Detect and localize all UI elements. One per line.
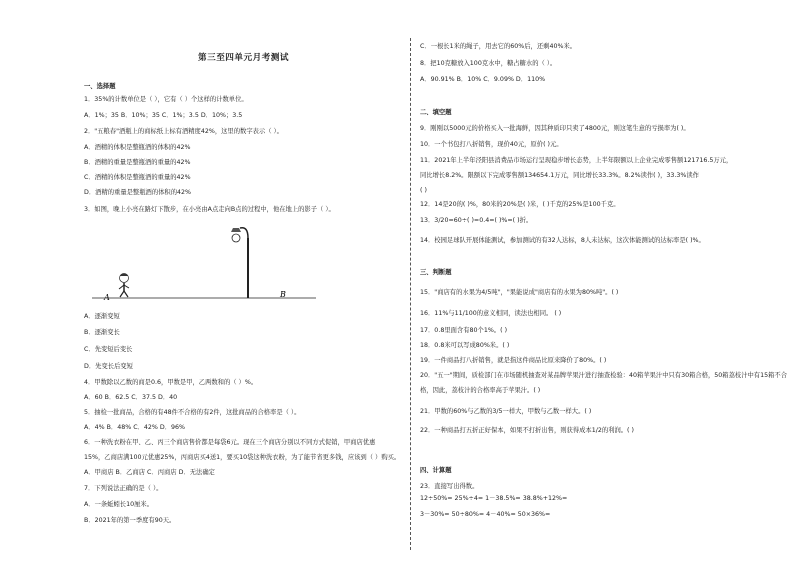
question-line: 17．0.8里面含有80个1%。( ): [420, 327, 508, 334]
question-line: 5．抽检一批商品，合格的有48件不合格的有2件，这批商品的合格率是（ ）。: [84, 409, 301, 416]
question-line: A．甲商店 B．乙商店 C．丙商店 D．无法确定: [84, 469, 215, 476]
question-line: 4．甲数除以乙数的商是0.6，甲数是甲，乙两数和的（ ）%。: [84, 379, 258, 386]
question-line: 3．如图，晚上小亮在路灯下散步，在小亮由A点走向B点的过程中，他在地上的影子（ ）。: [84, 206, 335, 213]
question-line: A．60 B．62.5 C．37.5 D．40: [84, 394, 178, 401]
section-heading: 二、填空题: [420, 109, 452, 116]
question-line: 16．11%与11/100的意义相同，读法也相同。 ( ): [420, 310, 562, 317]
question-line: 12÷50%= 25%÷4= 1－38.5%= 38.8%+12%=: [420, 495, 568, 502]
question-line: 同比增长8.2%。限额以下完成零售额134654.1万元，同比增长33.3%。8.2%读作( )，33.3%读作: [420, 172, 699, 179]
question-line: A．酒精的体积是整瓶酒的体积的42%: [84, 144, 191, 151]
question-line: A．1%；35 B．10%；35 C．1%；3.5 D．10%；3.5: [84, 112, 243, 119]
section-heading: 四、计算题: [420, 467, 452, 474]
question-line: 10．一个书包打八折销售，现价40元，原价( )元。: [420, 141, 563, 148]
question-line: 13．3/20=60÷( )=0.4=( )%=( )折。: [420, 217, 533, 224]
question-line: 18．0.8米可以写成80%米。( ): [420, 342, 510, 349]
question-line: 3－30%= 50÷80%= 4－40%= 50×36%=: [420, 511, 551, 518]
street-lamp-figure: [84, 216, 316, 306]
section-heading: 一、选择题: [84, 83, 116, 90]
question-line: 11．2021年上半年泾阳县消费品市场运行呈现稳步增长态势，上半年限额以上企业完成零售额121716.5万元，: [420, 157, 733, 164]
label-a: A: [104, 293, 110, 302]
lamp-arm: [240, 228, 248, 238]
question-line: 20．"五一"期间，质检部门在市场随机抽查对某品牌苹果汁进行抽查检验：40箱苹果汁中只有30箱合格，50箱荔枝汁中有15箱不合: [420, 372, 787, 379]
question-line: 14．校园足球队开展体能测试，参加测试的有32人达标，8人未达标，这次体能测试的达标率是( )%。: [420, 237, 705, 244]
question-line: C．酒精的体积是整瓶酒的重量的42%: [84, 174, 191, 181]
question-line: D．酒精的重量是整瓶酒的体积的42%: [84, 189, 192, 196]
question-line: 7．下列说法正确的是（ ）。: [84, 485, 163, 492]
question-line: 23．直接写出得数。: [420, 483, 479, 490]
question-line: 21．甲数的60%与乙数的3/5一样大，甲数与乙数一样大。( ): [420, 408, 592, 415]
question-line: 1．35%的计数单位是（ ），它有（ ）个这样的计数单位。: [84, 96, 248, 103]
lamp-shade: [231, 228, 241, 232]
question-line: 格，因此，荔枝汁的合格率高于苹果汁。( ): [420, 387, 541, 394]
question-line: 12．14是20的( )%，80米的20%是( )米，( )千克的25%是100千克。: [420, 201, 620, 208]
question-line: 8．把10克糖放入100克水中，糖占糖水的（ ）。: [420, 60, 557, 67]
question-line: A．4% B．48% C．42% D．96%: [84, 424, 186, 431]
question-line: 22．一种商品打五折正好保本，如果不打折出售，则获得成本1/2的利润。( ): [420, 427, 634, 434]
label-b: B: [280, 290, 286, 299]
column-divider: [410, 38, 411, 550]
boy-figure: [119, 274, 129, 298]
question-line: A．90.91% B．10% C．9.09% D．110%: [420, 76, 546, 83]
question-line: 2．"五粮春"酒瓶上的商标纸上标有酒精度42%，这里的数字表示（ ）。: [84, 128, 283, 135]
question-line: B．逐渐变长: [84, 329, 120, 336]
question-line: 15．"商店有的水果为4/5吨"，"果能说成"商店有的水果为80%吨"。( ): [420, 289, 619, 296]
question-line: 9．刚刚以5000元的价格买入一批海鲜，因其种质印只卖了4800元，则这笔生意的亏损率为( )。: [420, 125, 690, 132]
question-line: ( ): [420, 187, 427, 194]
page-title: 第三至四单元月考测试: [198, 53, 289, 63]
question-line: 19．一件商品打八折销售，就是指这件商品比原来降价了80%。( ): [420, 357, 607, 364]
lamp-bulb: [232, 234, 240, 242]
question-line: C．先变短后变长: [84, 346, 133, 353]
question-line: A．逐渐变短: [84, 313, 120, 320]
question-line: 15%，乙商店满100元优惠25%，丙商店买4送1，要买10袋这种洗衣粉，为了能节省更多钱，应该到（ ）购买。: [84, 454, 401, 461]
question-line: B．酒精的重量是整瓶酒的重量的42%: [84, 159, 191, 166]
question-line: C．一根长1米的绳子，用去它的60%后，还剩40%米。: [420, 43, 577, 50]
question-line: A．一条蚯蚓长10厘米。: [84, 501, 153, 508]
question-line: B．2021年的第一季度有90天。: [84, 517, 176, 524]
question-line: D．先变长后变短: [84, 363, 133, 370]
section-heading: 三、判断题: [420, 269, 452, 276]
question-line: 6．一种洗衣粉在甲、乙、丙三个商店售价都是每袋6元。现在三个商店分别以不同方式促销，甲商店优惠: [84, 439, 376, 446]
